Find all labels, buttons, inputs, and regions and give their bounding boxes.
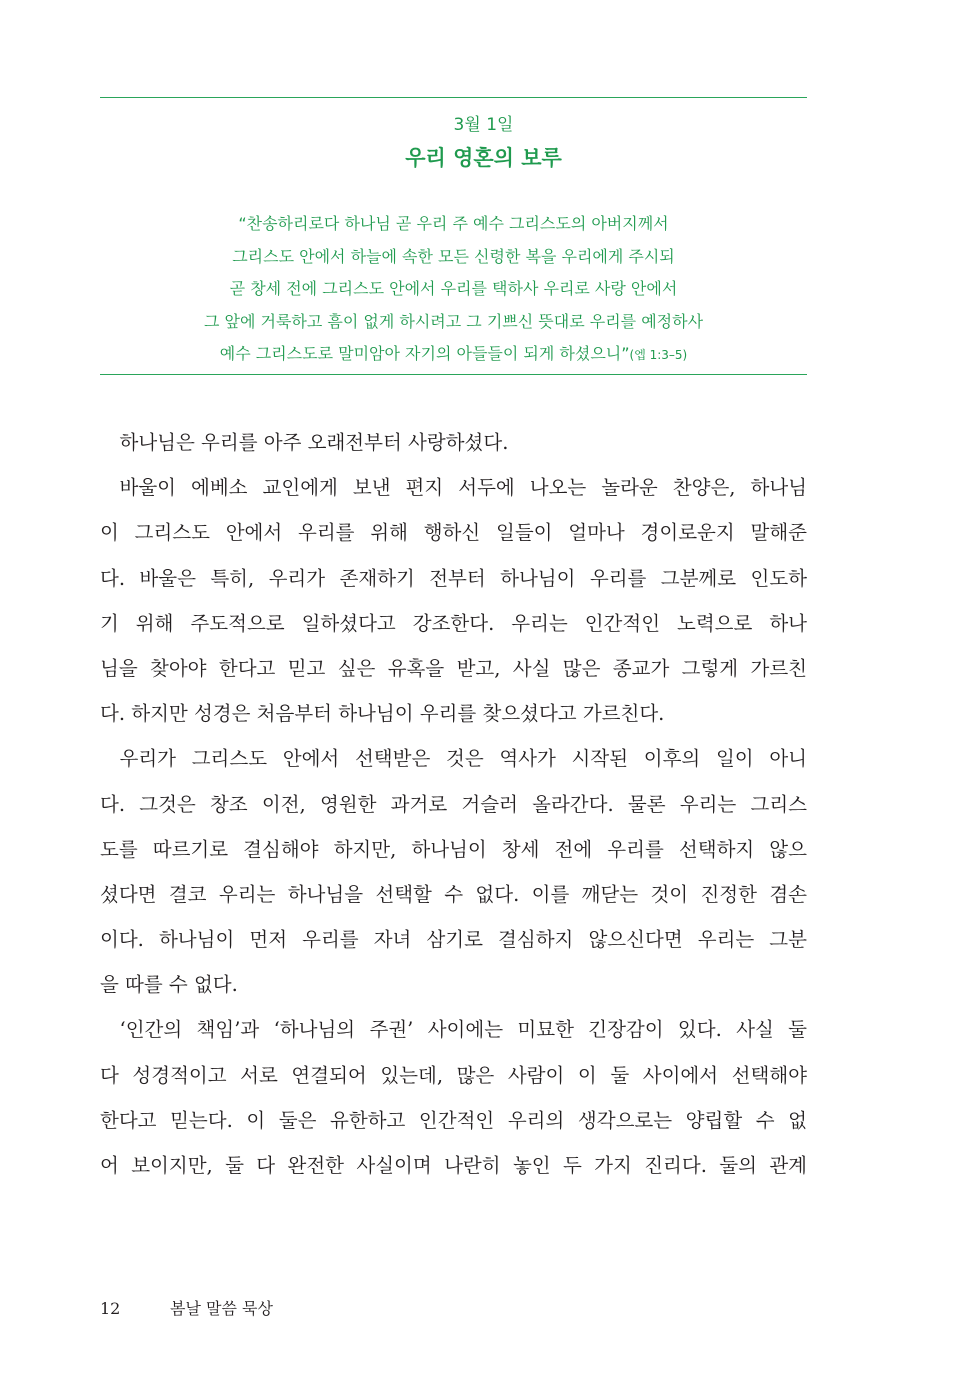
body-line: 님을 찾아야 한다고 믿고 싶은 유혹을 받고, 사실 많은 종교가 그렇게 가르친: [100, 656, 807, 680]
page-footer: [100, 1296, 273, 1319]
page-number: 12: [100, 1299, 121, 1318]
devotion-date: 3월 1일: [453, 115, 514, 135]
verse-line: 그 앞에 거룩하고 흠이 없게 하시려고 그 기쁘신 뜻대로 우리를 예정하사: [203, 311, 704, 331]
body-line: 셨다면 결코 우리는 하나님을 선택할 수 없다. 이를 깨닫는 것이 진정한 겸손: [100, 882, 807, 906]
body-line: 다. 하지만 성경은 처음부터 하나님이 우리를 찾으셨다고 가르친다.: [100, 702, 665, 726]
body-line: 우리가 그리스도 안에서 선택받은 것은 역사가 시작된 이후의 일이 아니: [100, 747, 807, 771]
body-line: 도를 따르기로 결심해야 하지만, 하나님이 창세 전에 우리를 선택하지 않으: [100, 837, 807, 861]
devotion-title: 우리 영혼의 보루: [405, 146, 562, 170]
verse-line: 그리스도 안에서 하늘에 속한 모든 신령한 복을 우리에게 주시되: [232, 246, 675, 266]
body-line: 바울이 에베소 교인에게 보낸 편지 서두에 나오는 놀라운 찬양은, 하나님: [100, 476, 807, 500]
verse-reference: (엡 1:3–5): [629, 348, 688, 362]
body-line: 이다. 하나님이 먼저 우리를 자녀 삼기로 결심하지 않으신다면 우리는 그분: [100, 928, 807, 952]
body-line: 다 성경적이고 서로 연결되어 있는데, 많은 사람이 이 둘 사이에서 선택해야: [100, 1063, 807, 1087]
scripture-verse: [100, 208, 807, 372]
devotion-body: [100, 420, 807, 1188]
body-line: 다. 그것은 창조 이전, 영원한 과거로 거슬러 올라간다. 물론 우리는 그리스: [100, 792, 807, 816]
body-line: ‘인간의 책임’과 ‘하나님의 주권’ 사이에는 미묘한 긴장감이 있다. 사실 둘: [100, 1018, 807, 1042]
verse-line-text: 예수 그리스도로 말미암아 자기의 아들들이 되게 하셨으니”: [219, 344, 630, 363]
bottom-divider: [100, 374, 807, 375]
book-title: 봄날 말씀 묵상: [170, 1299, 273, 1318]
body-line: 다. 바울은 특히, 우리가 존재하기 전부터 하나님이 우리를 그분께로 인도하: [100, 566, 807, 590]
body-line: 기 위해 주도적으로 일하셨다고 강조한다. 우리는 인간적인 노력으로 하나: [100, 611, 807, 635]
verse-line-last: [100, 338, 807, 372]
body-line: 을 따를 수 없다.: [100, 973, 238, 997]
verse-line: 곧 창세 전에 그리스도 안에서 우리를 택하사 우리로 사랑 안에서: [229, 279, 678, 298]
top-divider: [100, 97, 807, 98]
verse-line: “찬송하리로다 하나님 곧 우리 주 예수 그리스도의 아버지께서: [238, 214, 669, 233]
body-line: 하나님은 우리를 아주 오래전부터 사랑하셨다.: [100, 431, 509, 454]
body-line: 한다고 믿는다. 이 둘은 유한하고 인간적인 우리의 생각으로는 양립할 수 없: [100, 1108, 807, 1132]
body-line: 이 그리스도 안에서 우리를 위해 행하신 일들이 얼마나 경이로운지 말해준: [100, 521, 807, 545]
body-line: 어 보이지만, 둘 다 완전한 사실이며 나란히 놓인 두 가지 진리다. 둘의 관계: [100, 1154, 807, 1177]
